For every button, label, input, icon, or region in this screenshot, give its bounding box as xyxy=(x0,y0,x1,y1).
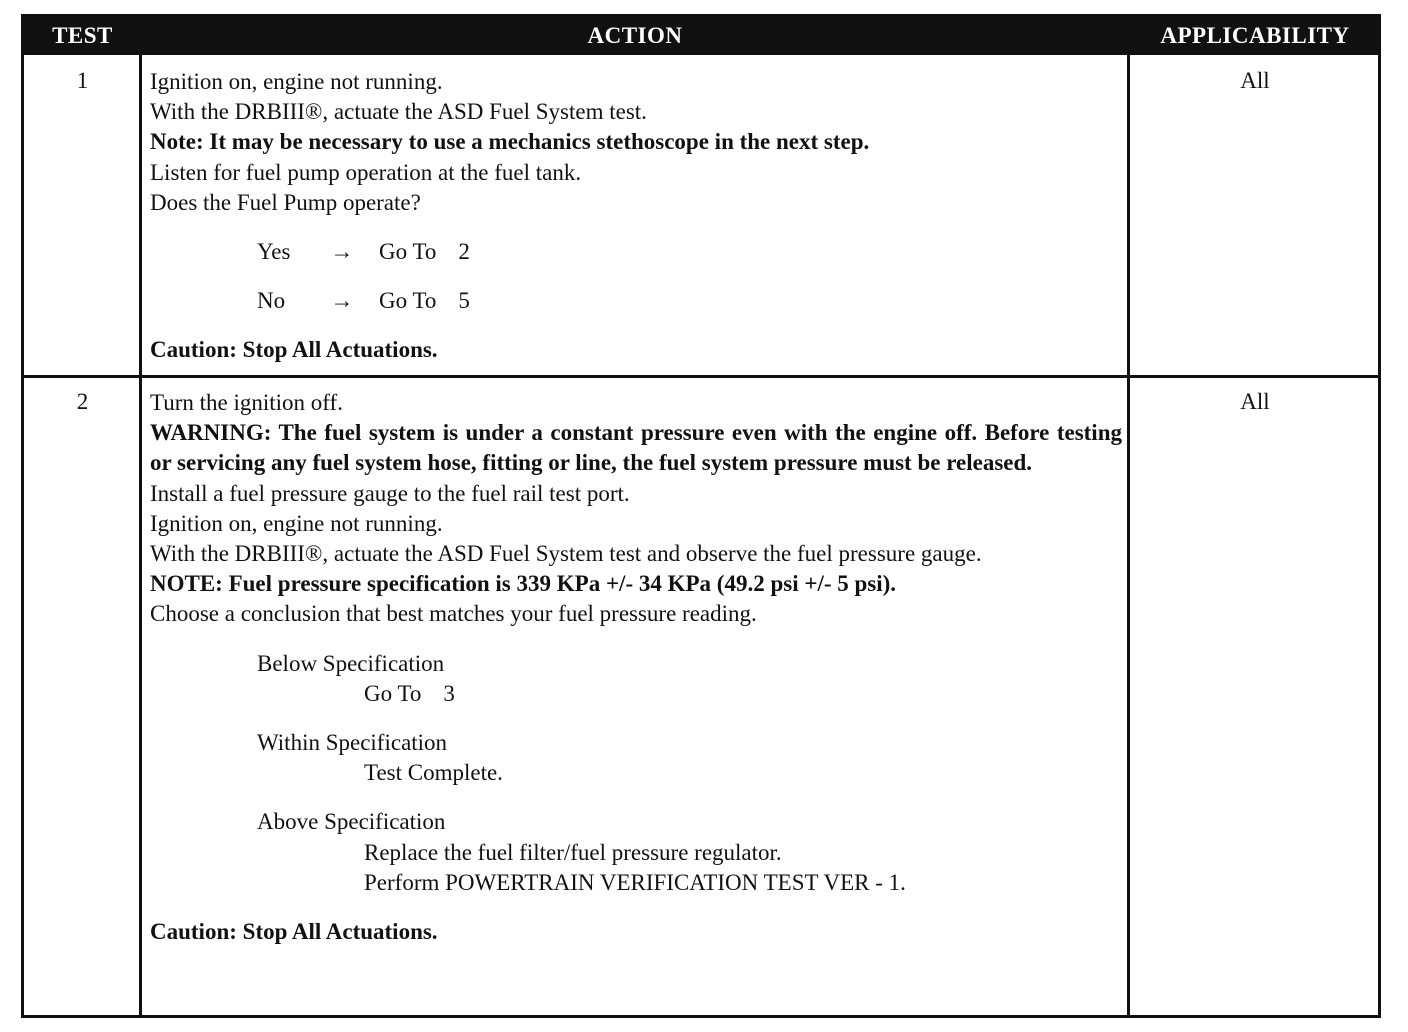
test-2-action xyxy=(150,388,1122,947)
applicability-value: All xyxy=(1240,68,1270,93)
caution-line: Caution: Stop All Actuations. xyxy=(150,337,438,363)
test-number: 1 xyxy=(76,68,89,93)
warning-paragraph: WARNING: The fuel system is under a constant pressure even with the engine off. Before testing or servicing any fuel system hose, fitting or line, the fuel system pressure must be released. xyxy=(150,420,1122,476)
branch-yes xyxy=(150,237,1122,267)
action-line: With the DRBIII®, actuate the ASD Fuel System test. xyxy=(150,99,647,125)
goto-target: 2 xyxy=(458,239,470,265)
answer-label: No xyxy=(257,288,286,314)
test-number: 2 xyxy=(76,389,89,414)
goto-label: Go To xyxy=(364,680,422,706)
arrow-right-icon: → xyxy=(330,288,354,314)
diagnostic-test-table xyxy=(21,14,1381,1018)
test-1-action xyxy=(150,67,1122,366)
action-line: Listen for fuel pump operation at the fuel tank. xyxy=(150,159,582,185)
answer-label: Yes xyxy=(257,239,291,265)
goto-target: 3 xyxy=(443,680,455,706)
conclusion-result: Test Complete. xyxy=(364,760,503,786)
header-test: TEST xyxy=(24,17,141,55)
action-line: With the DRBIII®, actuate the ASD Fuel System test and observe the fuel pressure gauge. xyxy=(150,541,982,567)
goto-label: Go To xyxy=(379,239,437,265)
note-line: Note: It may be necessary to use a mechanics stethoscope in the next step. xyxy=(150,129,870,155)
action-line: Ignition on, engine not running. xyxy=(150,510,443,536)
goto-target: 5 xyxy=(458,288,470,314)
goto-label: Go To xyxy=(379,288,437,314)
applicability-value: All xyxy=(1240,389,1270,414)
column-divider-test xyxy=(139,55,142,1015)
arrow-right-icon: → xyxy=(330,239,354,265)
conclusion-label: Above Specification xyxy=(257,809,446,835)
conclusion-result: Perform POWERTRAIN VERIFICATION TEST VER - 1. xyxy=(364,869,906,895)
header-action: ACTION xyxy=(141,17,1129,55)
note-line: NOTE: Fuel pressure specification is 339 KPa +/- 34 KPa (49.2 psi +/- 5 psi). xyxy=(150,571,897,597)
conclusion-label: Below Specification xyxy=(257,650,445,676)
action-line: Turn the ignition off. xyxy=(150,390,343,415)
conclusion-result: Replace the fuel filter/fuel pressure regulator. xyxy=(364,839,782,865)
row-divider xyxy=(24,375,1378,378)
conclusion-result xyxy=(150,679,1122,709)
action-line: Choose a conclusion that best matches your fuel pressure reading. xyxy=(150,601,757,627)
conclusion-label: Within Specification xyxy=(257,730,448,756)
column-divider-applicability xyxy=(1127,55,1130,1015)
action-line: Ignition on, engine not running. xyxy=(150,69,443,94)
caution-line: Caution: Stop All Actuations. xyxy=(150,919,438,945)
branch-no xyxy=(150,286,1122,316)
action-line: Install a fuel pressure gauge to the fuel rail test port. xyxy=(150,480,630,506)
header-applicability: APPLICABILITY xyxy=(1129,17,1381,55)
question-line: Does the Fuel Pump operate? xyxy=(150,189,421,215)
